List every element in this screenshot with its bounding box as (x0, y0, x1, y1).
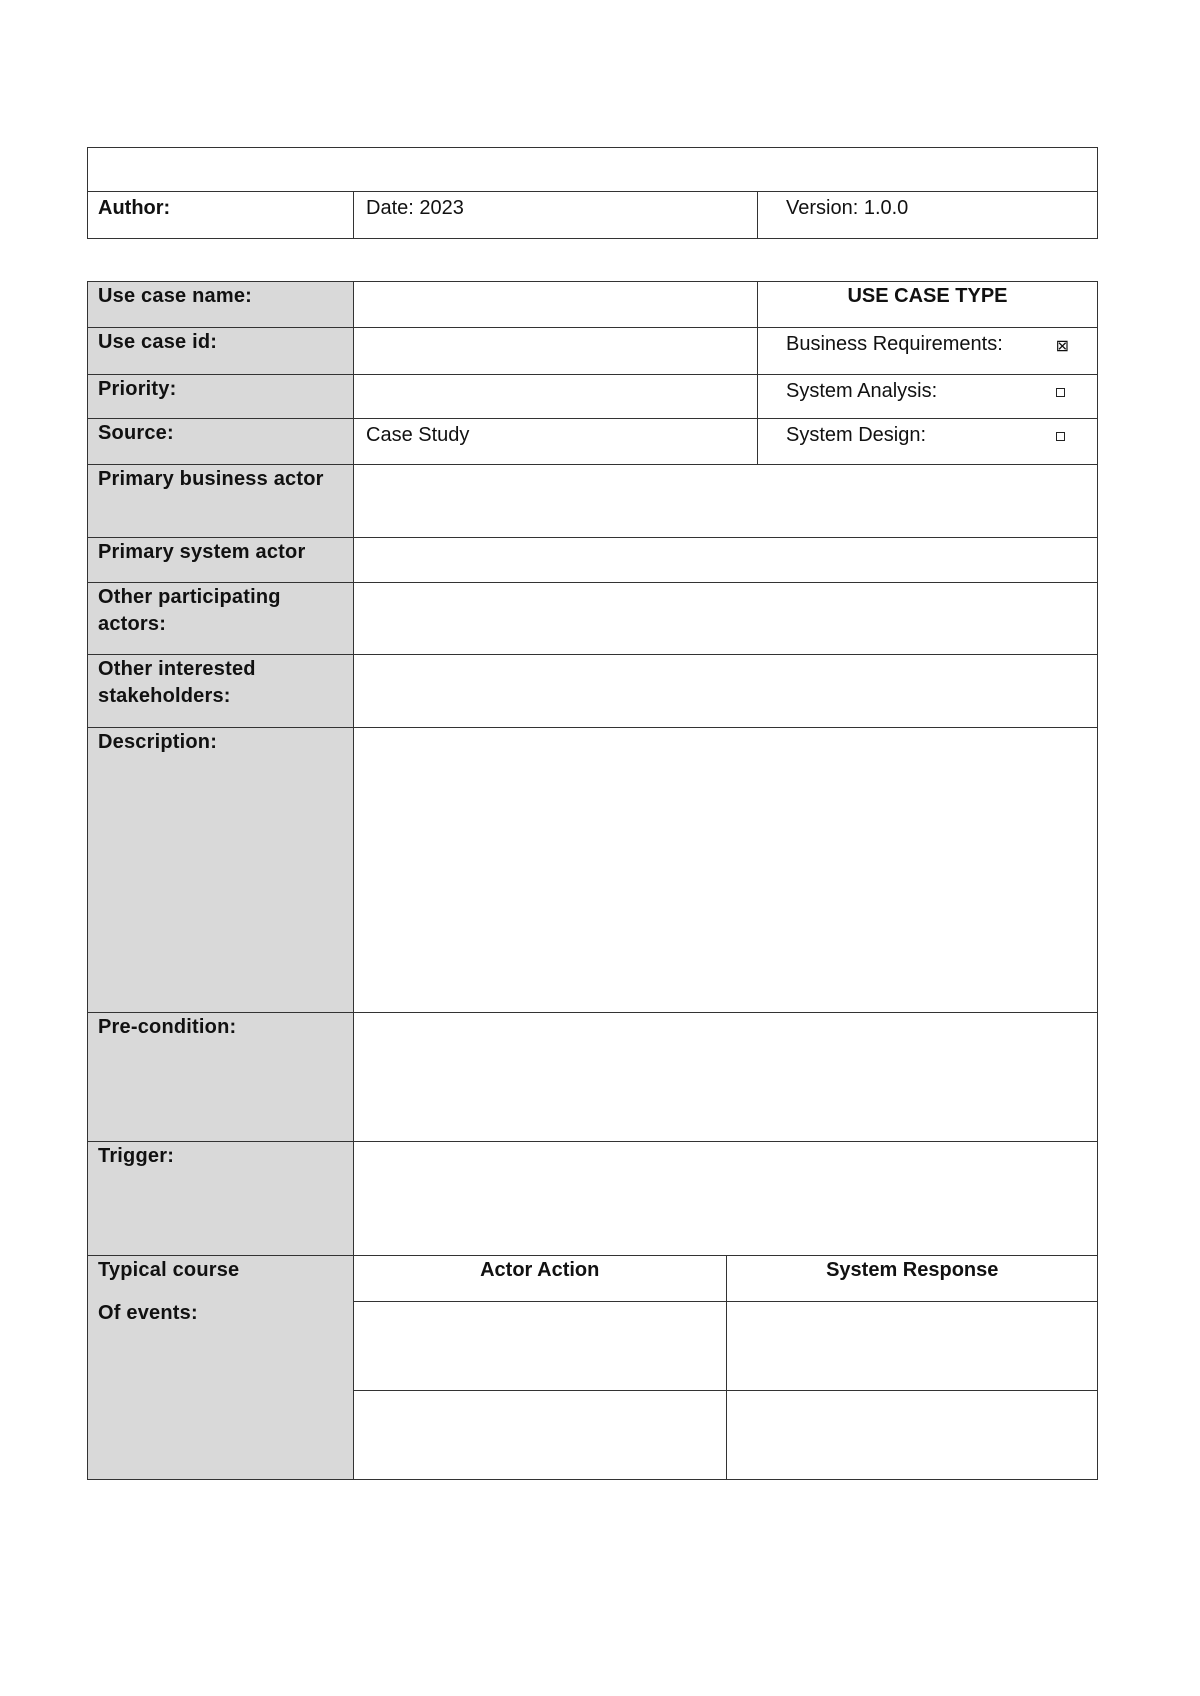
priority-label: Priority: (88, 375, 354, 419)
description-field[interactable] (354, 728, 1098, 1013)
source-label: Source: (88, 419, 354, 465)
actor-action-cell[interactable] (354, 1301, 726, 1390)
other-interested-stakeholders-field[interactable] (354, 655, 1098, 728)
business-requirements-label: Business Requirements: (786, 333, 1003, 355)
events-table (354, 1256, 1098, 1479)
author-label: Author: (88, 192, 354, 239)
other-participating-actors-field[interactable] (354, 583, 1098, 655)
use-case-type-business-requirements[interactable] (758, 328, 1098, 375)
date-field[interactable]: Date: 2023 (354, 192, 758, 239)
use-case-name-field[interactable] (354, 282, 758, 328)
use-case-table (87, 281, 1098, 1480)
use-case-type-system-analysis[interactable] (758, 375, 1098, 419)
trigger-field[interactable] (354, 1142, 1098, 1256)
system-response-header: System Response (726, 1256, 1098, 1301)
document-title-cell[interactable] (88, 148, 1098, 192)
precondition-field[interactable] (354, 1013, 1098, 1142)
use-case-id-field[interactable] (354, 328, 758, 375)
source-field[interactable]: Case Study (354, 419, 758, 465)
system-analysis-label: System Analysis: (786, 380, 938, 402)
trigger-label: Trigger: (88, 1142, 354, 1256)
primary-system-actor-label: Primary system actor (88, 538, 354, 583)
checked-box-icon[interactable]: ⊠ (1055, 338, 1069, 355)
actor-action-cell[interactable] (354, 1390, 726, 1479)
document-header-table (87, 147, 1098, 239)
use-case-type-heading: USE CASE TYPE (758, 282, 1098, 328)
empty-checkbox-icon[interactable] (1056, 388, 1065, 397)
typical-course-label-line1: Typical course (98, 1259, 240, 1281)
system-response-cell[interactable] (726, 1390, 1098, 1479)
actor-action-header: Actor Action (354, 1256, 726, 1301)
primary-business-actor-field[interactable] (354, 465, 1098, 538)
label-spacer (98, 1284, 343, 1300)
empty-checkbox-icon[interactable] (1056, 432, 1065, 441)
precondition-label: Pre-condition: (88, 1013, 354, 1142)
description-label: Description: (88, 728, 354, 1013)
priority-field[interactable] (354, 375, 758, 419)
system-response-cell[interactable] (726, 1301, 1098, 1390)
system-design-label: System Design: (786, 424, 927, 446)
primary-system-actor-field[interactable] (354, 538, 1098, 583)
primary-business-actor-label: Primary business actor (88, 465, 354, 538)
other-interested-stakeholders-label: Other interested stakeholders: (88, 655, 354, 728)
version-field[interactable]: Version: 1.0.0 (758, 192, 1098, 239)
typical-course-of-events-label (88, 1256, 354, 1480)
use-case-type-system-design[interactable] (758, 419, 1098, 465)
other-participating-actors-label: Other participating actors: (88, 583, 354, 655)
typical-course-events-cell (354, 1256, 1098, 1480)
typical-course-label-line2: Of events: (98, 1302, 198, 1324)
use-case-id-label: Use case id: (88, 328, 354, 375)
use-case-name-label: Use case name: (88, 282, 354, 328)
